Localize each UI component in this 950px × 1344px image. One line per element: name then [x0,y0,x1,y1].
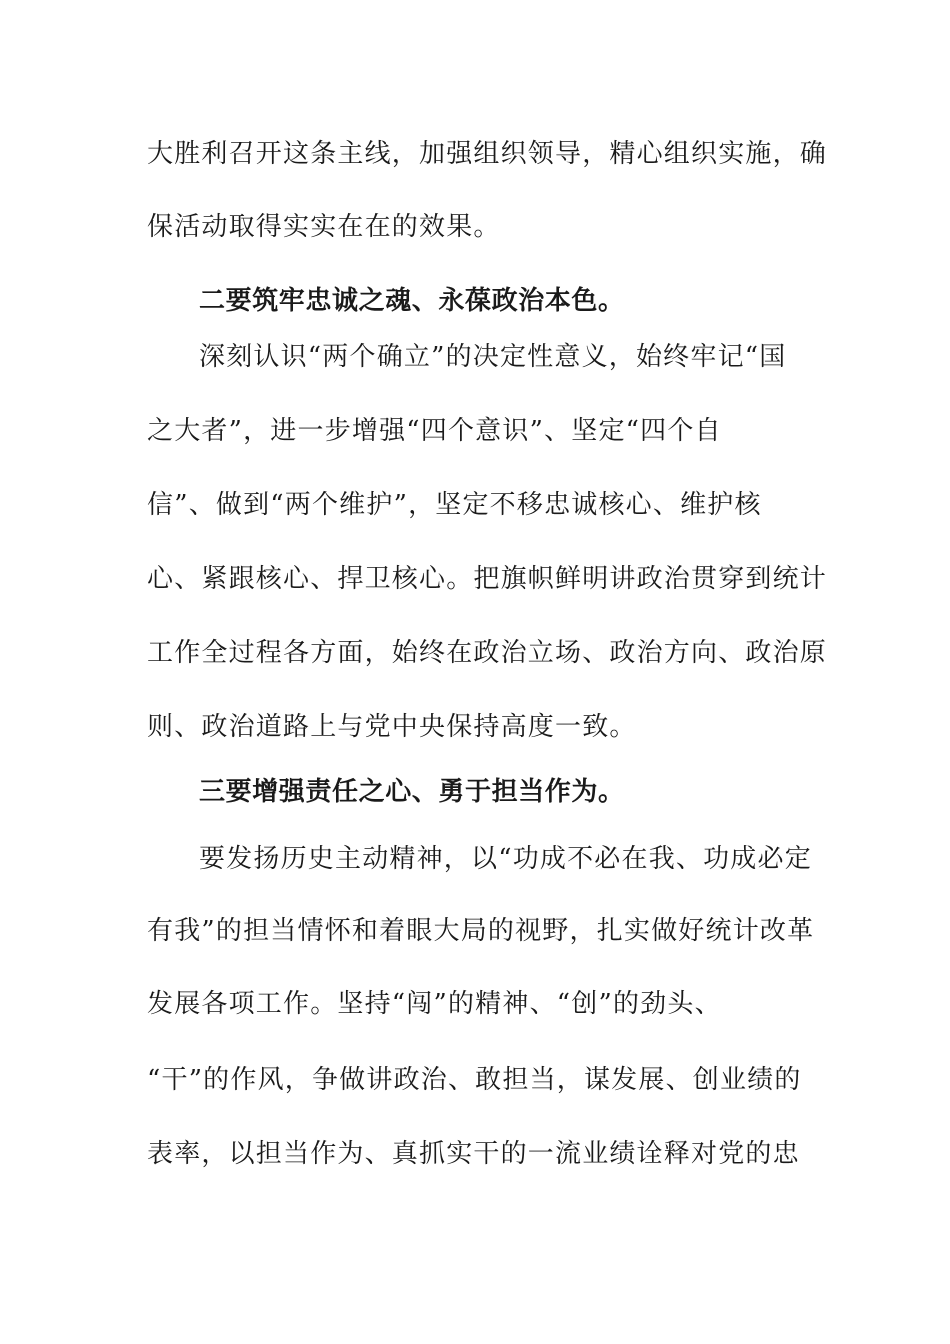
body-text-line: 心、紧跟核心、捍卫核心。把旗帜鲜明讲政治贯穿到统计 [147,564,828,594]
body-text-line: 保活动取得实实在在的效果。 [147,212,501,242]
body-text-line: 发展各项工作。坚持“闯”的精神、“创”的劲头、 [147,989,722,1019]
body-text-line: 有我”的担当情怀和着眼大局的视野，扎实做好统计改革 [147,916,815,946]
body-text-line: 深刻认识“两个确立”的决定性意义，始终牢记“国 [199,342,787,372]
body-text-line: 要发扬历史主动精神，以“功成不必在我、功成必定 [199,844,812,874]
body-text-line: 大胜利召开这条主线，加强组织领导，精心组织实施，确 [147,139,828,169]
section-heading-2: 二要筑牢忠诚之魂、永葆政治本色。 [199,286,625,316]
body-text-line: 则、政治道路上与党中央保持高度一致。 [147,712,637,742]
body-text-line: “干”的作风，争做讲政治、敢担当，谋发展、创业绩的 [147,1065,802,1095]
section-heading-3: 三要增强责任之心、勇于担当作为。 [199,777,625,807]
body-text-line: 工作全过程各方面，始终在政治立场、政治方向、政治原 [147,638,828,668]
body-text-line: 表率，以担当作为、真抓实干的一流业绩诠释对党的忠 [147,1139,800,1169]
body-text-line: 之大者”，进一步增强“四个意识”、坚定“四个自 [147,416,722,446]
body-text-line: 信”、做到“两个维护”，坚定不移忠诚核心、维护核 [147,490,762,520]
